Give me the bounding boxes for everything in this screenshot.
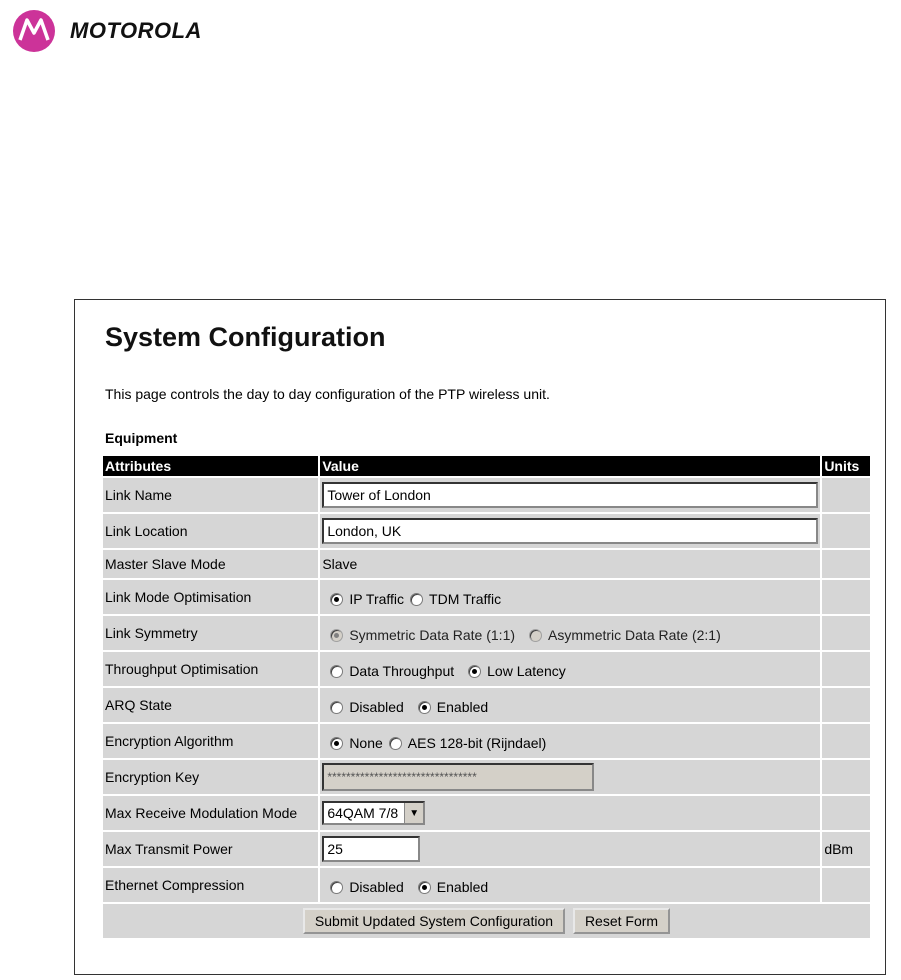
row-label: Encryption Key: [103, 760, 318, 794]
ethernet-compression-radio-group: [322, 875, 818, 895]
link-symmetry-radio-group: [322, 623, 818, 643]
motorola-logo: [12, 8, 202, 54]
table-row: [103, 868, 870, 902]
master-slave-value: Slave: [320, 550, 820, 578]
row-units: [822, 868, 870, 902]
encryption-none-radio[interactable]: [330, 737, 343, 750]
brand-name: MOTOROLA: [70, 18, 202, 43]
table-row: [103, 724, 870, 758]
arq-disabled-label: Disabled: [349, 699, 404, 715]
header-attributes: Attributes: [103, 456, 318, 476]
row-value: [320, 796, 820, 830]
row-value: [320, 514, 820, 548]
link-mode-tdm-label: TDM Traffic: [429, 591, 502, 607]
row-value: [320, 652, 820, 686]
max-receive-modulation-select[interactable]: [322, 801, 425, 825]
row-label: Throughput Optimisation: [103, 652, 318, 686]
arq-radio-group: [322, 695, 818, 715]
encryption-none-label: None: [349, 735, 383, 751]
row-units: [822, 688, 870, 722]
table-row: [103, 580, 870, 614]
row-units: [822, 580, 870, 614]
row-value: [320, 616, 820, 650]
row-units: [822, 514, 870, 548]
row-value: [320, 724, 820, 758]
table-row: [103, 832, 870, 866]
compression-disabled-label: Disabled: [349, 879, 404, 895]
page-description: This page controls the day to day configuration of the PTP wireless unit.: [105, 386, 550, 402]
row-label: Link Mode Optimisation: [103, 580, 318, 614]
link-mode-radio-group: [322, 587, 818, 607]
encryption-key-input: [322, 763, 594, 791]
row-units: [822, 478, 870, 512]
asymmetric-label: Asymmetric Data Rate (2:1): [548, 627, 721, 643]
compression-disabled-radio[interactable]: [330, 881, 343, 894]
max-transmit-power-input[interactable]: [322, 836, 420, 862]
table-row: [103, 550, 870, 578]
compression-enabled-label: Enabled: [436, 879, 489, 895]
config-table: [101, 454, 872, 940]
row-value: [320, 688, 820, 722]
row-label: Link Name: [103, 478, 318, 512]
table-header-row: [103, 456, 870, 476]
symmetric-label: Symmetric Data Rate (1:1): [349, 627, 516, 643]
units-dbm: dBm: [822, 832, 870, 866]
reset-form-button[interactable]: Reset Form: [573, 908, 670, 934]
low-latency-radio[interactable]: [468, 665, 481, 678]
row-units: [822, 616, 870, 650]
section-label-equipment: Equipment: [105, 430, 178, 446]
link-mode-ip-label: IP Traffic: [349, 591, 405, 607]
row-value: [320, 580, 820, 614]
row-label: Master Slave Mode: [103, 550, 318, 578]
row-units: [822, 796, 870, 830]
symmetric-radio: [330, 629, 343, 642]
row-label: Link Location: [103, 514, 318, 548]
link-name-input[interactable]: [322, 482, 818, 508]
compression-enabled-radio[interactable]: [418, 881, 431, 894]
row-units: [822, 724, 870, 758]
row-units: [822, 652, 870, 686]
arq-enabled-label: Enabled: [436, 699, 489, 715]
header-value: Value: [320, 456, 820, 476]
link-mode-ip-radio[interactable]: [330, 593, 343, 606]
row-value: [320, 832, 820, 866]
table-row: [103, 760, 870, 794]
row-label: Max Transmit Power: [103, 832, 318, 866]
row-label: Link Symmetry: [103, 616, 318, 650]
encryption-radio-group: [322, 731, 818, 751]
chevron-down-icon[interactable]: ▼: [404, 803, 423, 823]
table-row: [103, 478, 870, 512]
submit-configuration-button[interactable]: Submit Updated System Configuration: [303, 908, 565, 934]
row-units: [822, 760, 870, 794]
row-label: Max Receive Modulation Mode: [103, 796, 318, 830]
table-row: [103, 652, 870, 686]
link-mode-tdm-radio[interactable]: [410, 593, 423, 606]
table-row: [103, 616, 870, 650]
row-value: [320, 478, 820, 512]
motorola-batwing-icon: [12, 9, 56, 53]
select-value: 64QAM 7/8: [327, 805, 399, 821]
row-label: ARQ State: [103, 688, 318, 722]
header-units: Units: [822, 456, 870, 476]
row-label: Ethernet Compression: [103, 868, 318, 902]
link-location-input[interactable]: [322, 518, 818, 544]
actions-cell: [103, 904, 870, 938]
page-title: System Configuration: [105, 322, 386, 352]
encryption-aes-radio[interactable]: [389, 737, 402, 750]
data-throughput-label: Data Throughput: [349, 663, 455, 679]
arq-disabled-radio[interactable]: [330, 701, 343, 714]
row-value: [320, 760, 820, 794]
row-value: [320, 868, 820, 902]
row-label: Encryption Algorithm: [103, 724, 318, 758]
low-latency-label: Low Latency: [487, 663, 566, 679]
asymmetric-radio: [529, 629, 542, 642]
row-units: [822, 550, 870, 578]
table-row: [103, 688, 870, 722]
table-row: [103, 514, 870, 548]
table-row: [103, 796, 870, 830]
actions-row: [103, 904, 870, 938]
data-throughput-radio[interactable]: [330, 665, 343, 678]
throughput-radio-group: [322, 659, 818, 679]
config-panel: [74, 299, 886, 975]
arq-enabled-radio[interactable]: [418, 701, 431, 714]
encryption-aes-label: AES 128-bit (Rijndael): [407, 735, 547, 751]
